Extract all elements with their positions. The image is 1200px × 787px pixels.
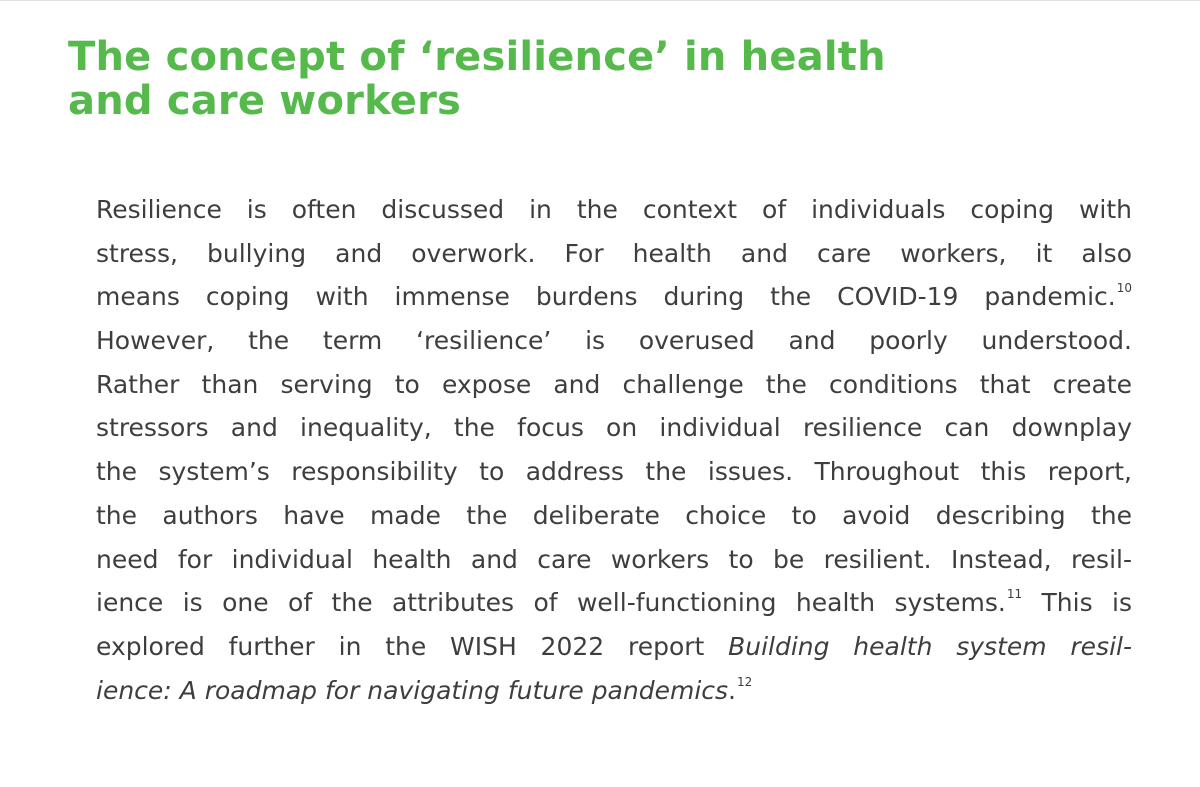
paragraph-line [96, 363, 1132, 407]
line-text: stressors and inequality, the focus on individual resilience can downplay [96, 413, 1132, 443]
line-text: Rather than serving to expose and challenge the conditions that create [96, 369, 1132, 399]
paragraph-line [96, 494, 1132, 538]
footnote-ref: 10 [1116, 281, 1132, 296]
footnote-ref: 11 [1006, 587, 1023, 602]
title-line: and care workers [68, 77, 462, 124]
title-line: The concept of ‘resilience’ in health [68, 34, 886, 80]
line-text: explored further in the WISH 2022 report [96, 631, 729, 661]
paragraph-line [96, 538, 1132, 582]
line-text: the system’s responsibility to address the issues. Throughout this report, [96, 457, 1132, 487]
line-text: Resilience is often discussed in the context of individuals coping with [96, 195, 1132, 224]
report-title-italic: Building health system resil- [728, 631, 1132, 661]
line-text: stress, bullying and overwork. For health and care workers, it also [96, 238, 1132, 268]
paragraph-line [96, 406, 1132, 450]
paragraph-line [96, 450, 1132, 494]
paragraph-line [96, 188, 1132, 232]
body-paragraph [96, 188, 1132, 712]
section-title [68, 30, 1068, 124]
paragraph-line [96, 232, 1132, 276]
paragraph-line [96, 669, 1132, 713]
report-title-italic: ience: A roadmap for navigating future pandemics [96, 675, 729, 705]
line-text: However, the term ‘resilience’ is overused and poorly understood. [96, 326, 1132, 356]
paragraph-line [96, 581, 1132, 625]
line-text: the authors have made the deliberate choice to avoid describing the [96, 500, 1132, 530]
line-text: means coping with immense burdens during the COVID-19 pandemic. [96, 282, 1116, 312]
paragraph-line [96, 625, 1132, 669]
top-divider [0, 0, 1200, 1]
footnote-ref: 12 [737, 674, 753, 689]
line-text: This is [1022, 588, 1132, 618]
line-text: ience is one of the attributes of well-functioning health systems. [96, 588, 1006, 618]
paragraph-line [96, 319, 1132, 363]
paragraph-line [96, 275, 1132, 319]
line-text: . [728, 675, 736, 705]
line-text: need for individual health and care workers to be resilient. Instead, resil- [96, 544, 1132, 574]
